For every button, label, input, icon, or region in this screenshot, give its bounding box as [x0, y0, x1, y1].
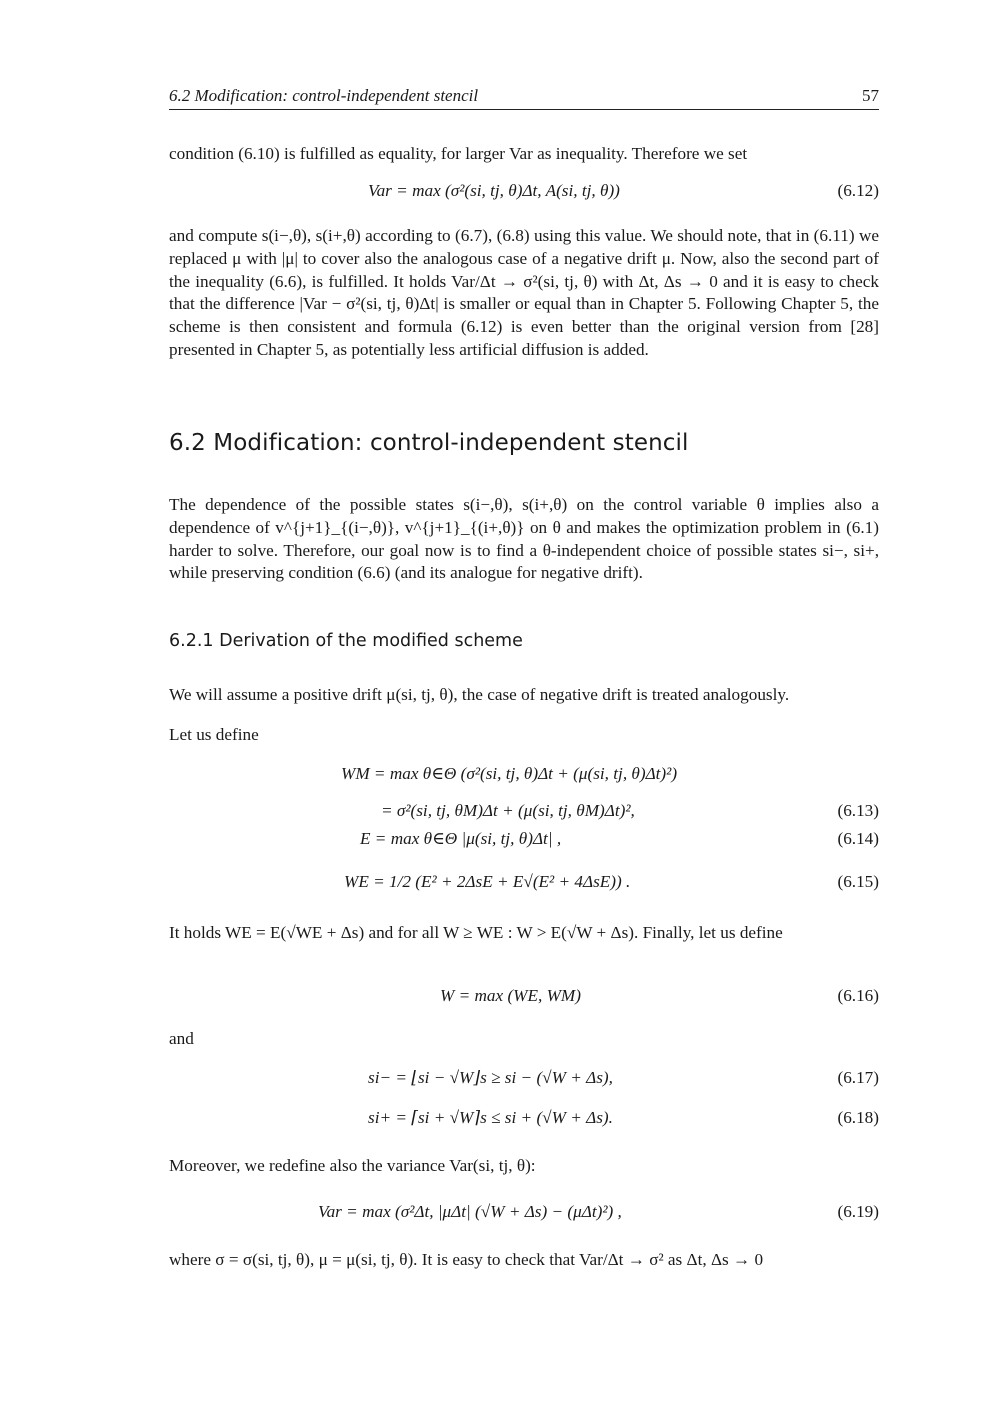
paragraph-5: Let us define: [169, 725, 259, 744]
subsection-heading: 6.2.1 Derivation of the modified scheme: [169, 631, 523, 651]
running-title: 6.2 Modification: control-independent stencil: [169, 86, 479, 105]
equation-number: (6.16): [837, 986, 879, 1005]
paragraph-6: It holds WE = E(√WE + Δs) and for all W ≥ WE : W > E(√W + Δs). Finally, let us define: [169, 923, 783, 942]
running-header: [169, 85, 879, 110]
equation-expression: E = max θ∈Θ |μ(si, tj, θ)Δt| ,: [360, 829, 562, 848]
equation-number: (6.12): [837, 181, 879, 200]
equation-6-18: [169, 1108, 879, 1134]
paragraph-3: The dependence of the possible states s(i−,θ), s(i+,θ) on the control variable θ implies also a dependence of v^{j+1}_{(i−,θ)}, v^{j+1}_{(i+,θ)} on θ and makes the optimization problem in (6.1) harder to solve. Therefore, our goal now is to find a θ-independent choice of possible states si−, si+, while preserving condition (6.6) (and its analogue for negative drift).: [169, 495, 879, 583]
equation-number: (6.17): [837, 1068, 879, 1087]
paragraph-2: and compute s(i−,θ), s(i+,θ) according to (6.7), (6.8) using this value. We should note, that in (6.11) we replaced μ with |μ| to cover also the analogous case of a negative drift μ. Now, also the second part of the inequality (6.6), is fulfilled. It holds Var/Δt → σ²(si, tj, θ) with Δt, Δs → 0 and it is easy to check that the difference |Var − σ²(si, tj, θ)Δt| is smaller or equal than in Chapter 5. Following Chapter 5, the scheme is then consistent and formula (6.12) is even better than the original version from [28] presented in Chapter 5, as potentially less artificial diffusion is added.: [169, 226, 879, 359]
equation-number: (6.18): [837, 1108, 879, 1127]
paragraph-7: and: [169, 1029, 194, 1048]
equation-expression: si− = ⌊si − √W⌋s ≥ si − (√W + Δs),: [368, 1068, 613, 1087]
equation-6-12: [169, 181, 879, 207]
equation-6-19: [169, 1202, 879, 1228]
paragraph-4: We will assume a positive drift μ(si, tj, θ), the case of negative drift is treated analogously.: [169, 685, 790, 704]
equation-number: (6.15): [837, 872, 879, 891]
equation-number: (6.13): [837, 801, 879, 820]
equation-expression: si+ = ⌈si + √W⌉s ≤ si + (√W + Δs).: [368, 1108, 613, 1127]
paragraph-8: Moreover, we redefine also the variance Var(si, tj, θ):: [169, 1156, 536, 1175]
equation-6-13-line-2: [169, 801, 879, 827]
equation-expression: W = max (WE, WM): [440, 986, 581, 1005]
equation-number: (6.19): [837, 1202, 879, 1221]
equation-expression: = σ²(si, tj, θM)Δt + (μ(si, tj, θM)Δt)²,: [381, 801, 635, 820]
equation-expression: WM = max θ∈Θ (σ²(si, tj, θ)Δt + (μ(si, tj, θ)Δt)²): [341, 764, 678, 783]
paragraph-9: where σ = σ(si, tj, θ), μ = μ(si, tj, θ). It is easy to check that Var/Δt → σ² as Δt, Δs → 0: [169, 1250, 764, 1269]
equation-expression: Var = max (σ²(si, tj, θ)Δt, A(si, tj, θ)): [368, 181, 620, 200]
equation-6-15: [169, 872, 879, 898]
equation-6-14: [169, 829, 879, 855]
section-heading: 6.2 Modification: control-independent stencil: [169, 430, 689, 456]
equation-6-17: [169, 1068, 879, 1094]
paragraph-1: condition (6.10) is fulfilled as equality, for larger Var as inequality. Therefore we set: [169, 144, 748, 163]
equation-6-13-line-1: [169, 764, 879, 790]
equation-number: (6.14): [837, 829, 879, 848]
equation-6-16: [169, 986, 879, 1012]
equation-expression: Var = max (σ²Δt, |μΔt| (√W + Δs) − (μΔt)²) ,: [318, 1202, 622, 1221]
equation-expression: WE = 1/2 (E² + 2ΔsE + E√(E² + 4ΔsE)) .: [344, 872, 631, 891]
page-number: 57: [862, 86, 879, 105]
